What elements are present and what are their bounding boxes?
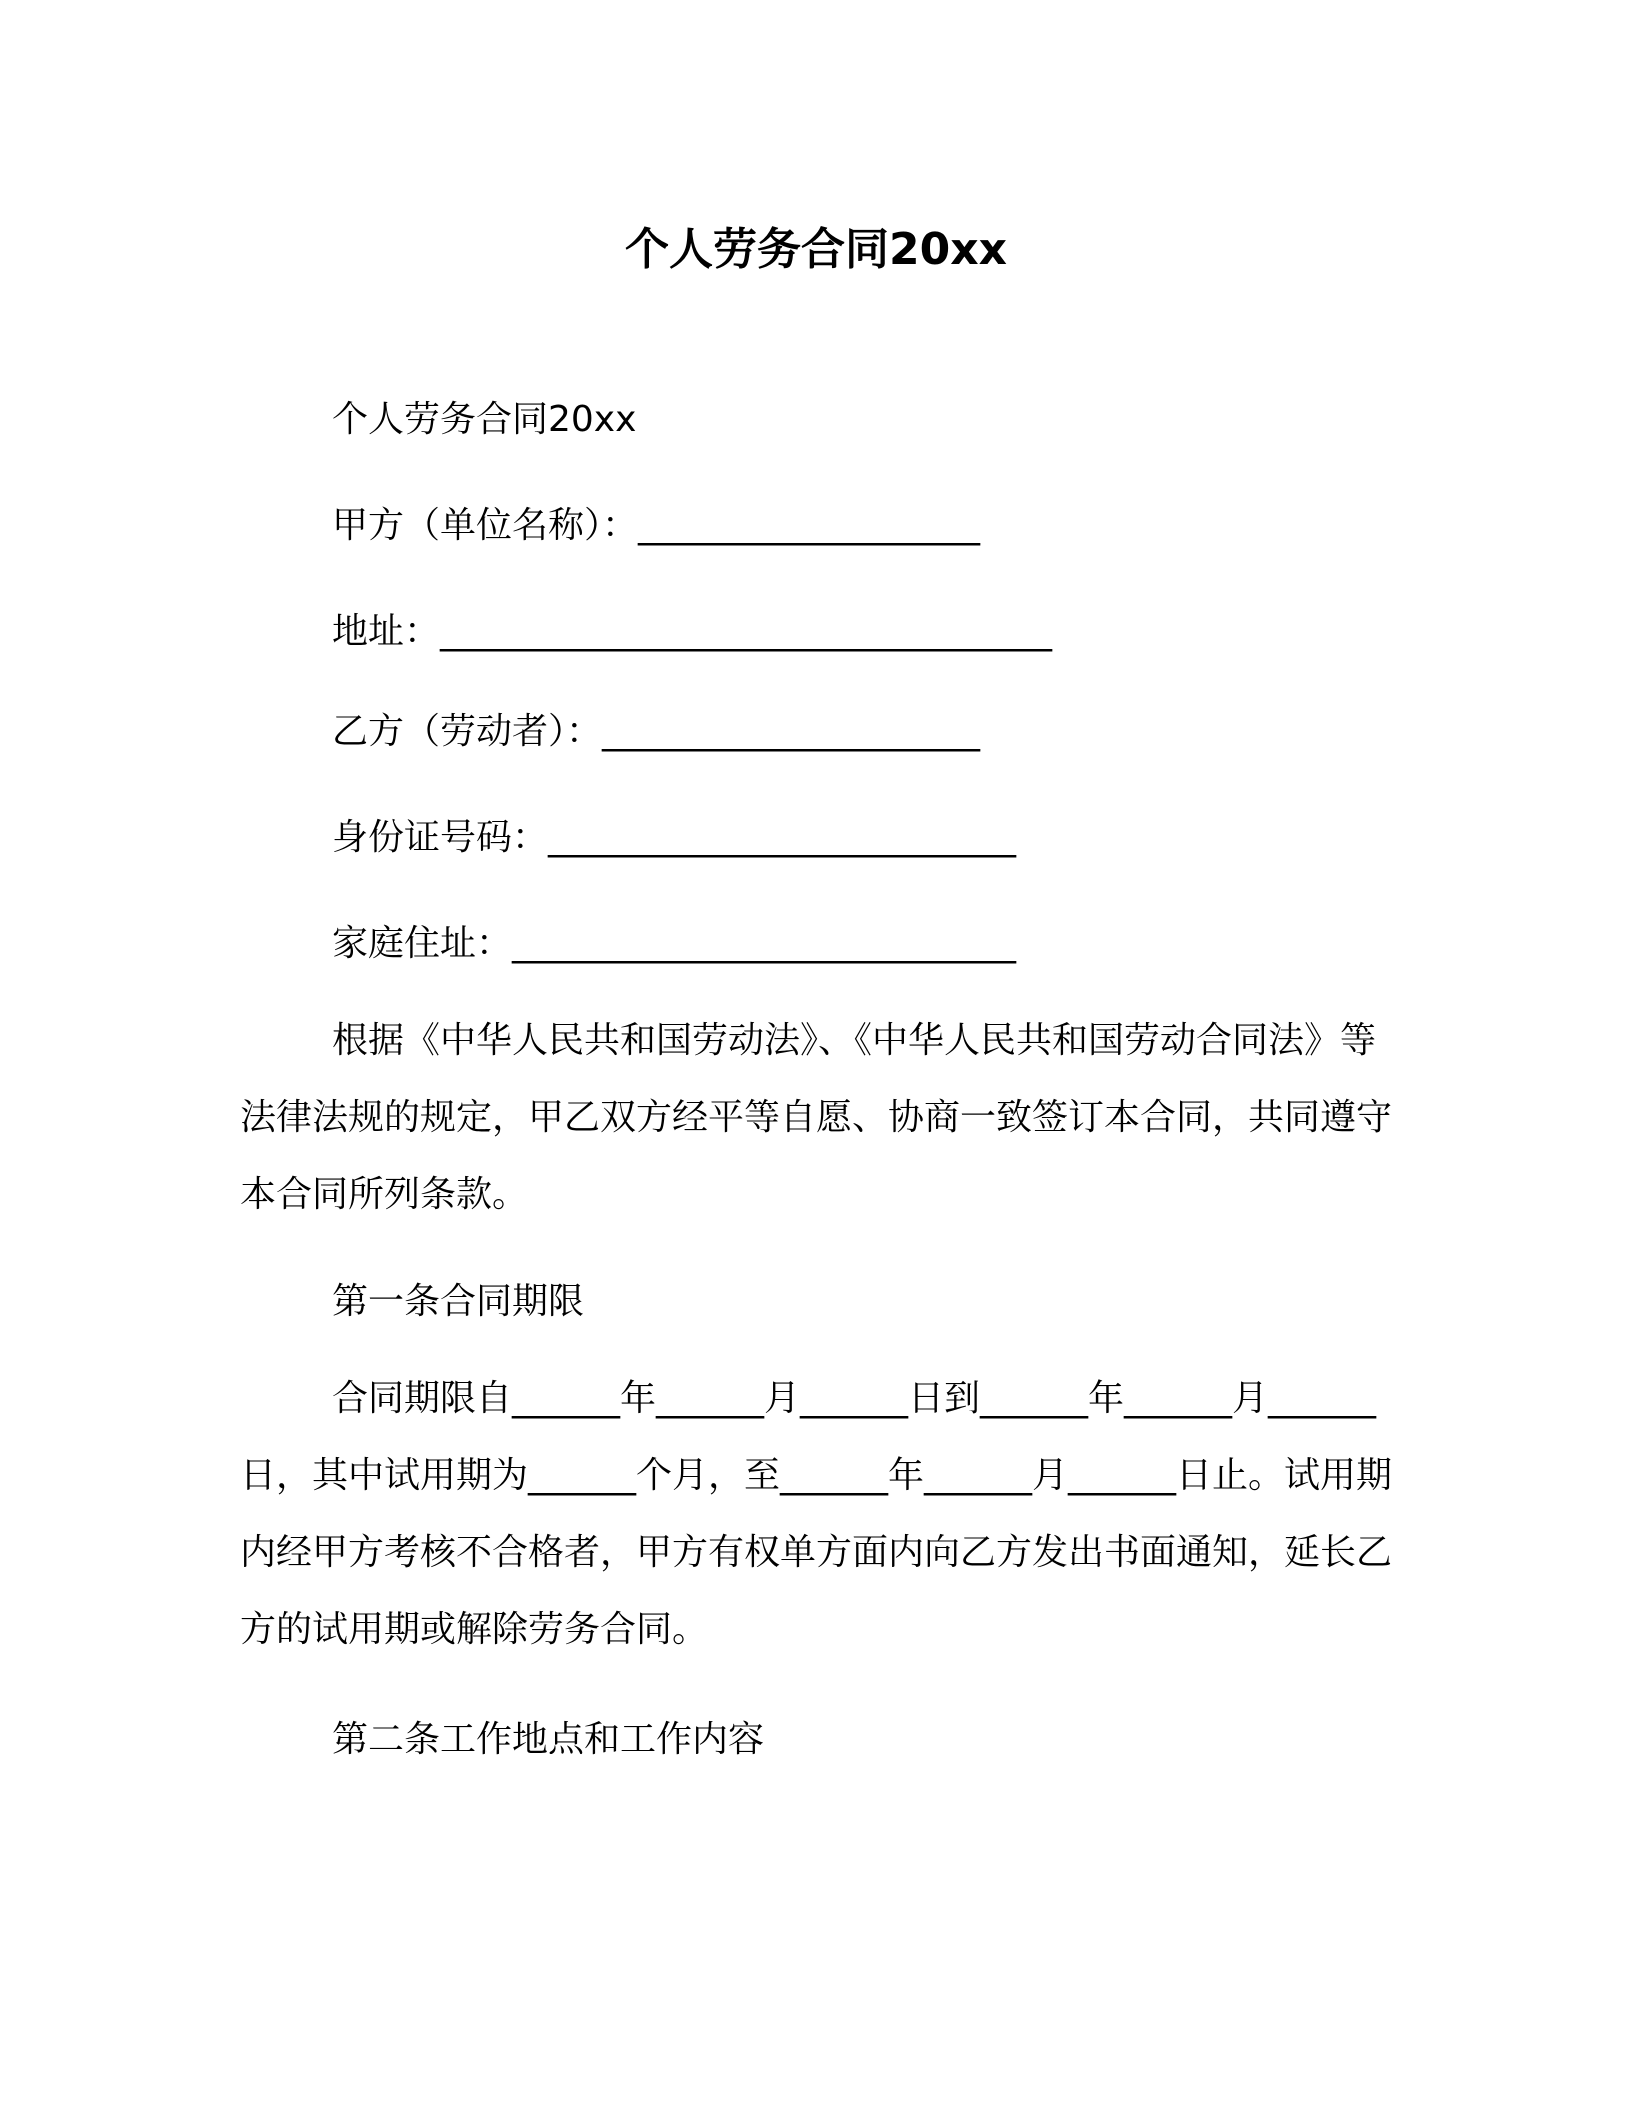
- party-a-field: 甲方（单位名称）：___________________: [332, 505, 981, 546]
- id-number-field: 身份证号码：__________________________: [332, 817, 1017, 858]
- subtitle: 个人劳务合同20xx: [332, 399, 637, 440]
- document-title: 个人劳务合同20xx: [625, 224, 1007, 275]
- preamble-paragraph: 根据《中华人民共和国劳动法》、《中华人民共和国劳动合同法》等法律法规的规定，甲乙双方经平等自愿、协商一致签订本合同，共同遵守本合同所列条款。: [240, 1020, 1393, 1215]
- home-address-field: 家庭住址：____________________________: [332, 923, 1017, 964]
- article-2-heading: 第二条工作地点和工作内容: [332, 1719, 765, 1760]
- party-b-field: 乙方（劳动者）：_____________________: [332, 711, 981, 752]
- article-1-body: 合同期限自______年______月______日到______年______月______日，其中试用期为______个月，至______年______月______日止。试用期内经甲方考核不合格者，甲方有权单方面内向乙方发出书面通知，延长乙方的试用期或解除劳务合同。: [240, 1378, 1393, 1650]
- address-field: 地址：__________________________________: [332, 611, 1053, 652]
- article-1-heading: 第一条合同期限: [332, 1281, 585, 1322]
